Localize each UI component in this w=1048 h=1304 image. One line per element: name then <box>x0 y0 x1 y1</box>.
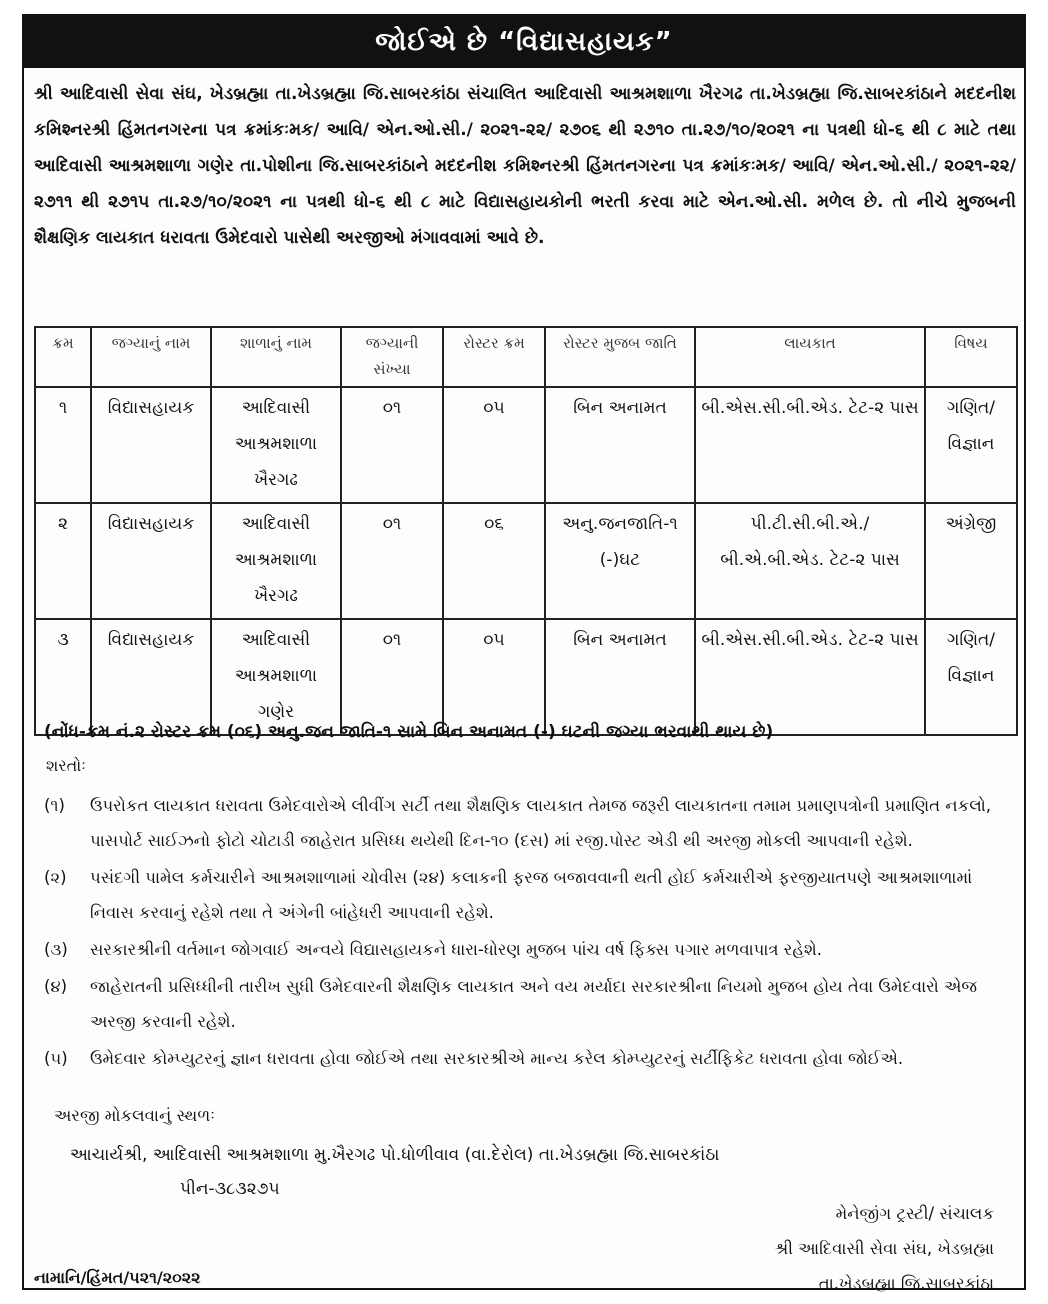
signatory-location: તા.ખેડબ્રહ્મા જિ.સાબરકાંઠા <box>818 1274 994 1293</box>
conditions-list <box>38 788 1018 1078</box>
condition-item <box>38 932 1018 967</box>
cell-count: ૦૧ <box>341 619 443 735</box>
condition-text: ઉપરોકત લાયકાત ધરાવતા ઉમેદવારોએ લીવીંગ સર્ટી તથા શૈક્ષણિક લાયકાત તેમજ જરૂરી લાયકાતના તમામ પ્રમાણપત્રોની પ્રમાણિત નકલો, પાસપોર્ટ સાઈઝનો ફોટો ચોટાડી જાહેરાત પ્રસિધ્ધ થયેથી દિન-૧૦ (દસ) માં રજી.પોસ્ટ એડી થી અરજી મોકલી આપવાની રહેશે. <box>90 796 992 850</box>
condition-text: પસંદગી પામેલ કર્મચારીને આશ્રમશાળામાં ચોવીસ (૨૪) કલાકની ફરજ બજાવવાની થતી હોઈ કર્મચારીએ ફરજીયાતપણે આશ્રમશાળામાં નિવાસ કરવાનું રહેશે તથા તે અંગેની બાંહેધરી આપવાની રહેશે. <box>90 868 973 922</box>
cell-subject: ગણિત/ વિજ્ઞાન <box>925 619 1017 735</box>
condition-number: (૧) <box>44 796 65 815</box>
cell-post: વિદ્યાસહાયક <box>91 619 211 735</box>
header-school: શાળાનું નામ <box>211 327 341 387</box>
pin-code: પીન-૩૮૩૨૭૫ <box>180 1179 280 1199</box>
cell-subject: ગણિત/ વિજ્ઞાન <box>925 387 1017 503</box>
conditions-heading: શરતોઃ <box>46 756 86 775</box>
cell-school: આદિવાસી આશ્રમશાળા ખૈરગઢ <box>211 503 341 619</box>
header-sr: ક્રમ <box>35 327 91 387</box>
cell-count: ૦૧ <box>341 503 443 619</box>
table-row <box>35 503 1017 619</box>
condition-number: (૪) <box>44 977 68 996</box>
cell-category: બિન અનામત <box>545 619 695 735</box>
intro-paragraph: શ્રી આદિવાસી સેવા સંઘ, ખેડબ્રહ્મા તા.ખેડબ્રહ્મા જિ.સાબરકાંઠા સંચાલિત આદિવાસી આશ્રમશાળા ખૈરગઢ તા.ખેડબ્રહ્મા જિ.સાબરકાંઠાને મદદનીશ કમિશ્નરશ્રી હિંમતનગરના પત્ર ક્રમાંકઃમક/ આવિ/ એન.ઓ.સી./ ૨૦૨૧-૨૨/ ૨૭૦૬ થી ૨૭૧૦ તા.૨૭/૧૦/૨૦૨૧ ના પત્રથી ધો-૬ થી ૮ માટે તથા આદિવાસી આશ્રમશાળા ગણેર તા.પોશીના જિ.સાબરકાંઠાને મદદનીશ કમિશ્નરશ્રી હિંમતનગરના પત્ર ક્રમાંકઃમક/ આવિ/ એન.ઓ.સી./ ૨૦૨૧-૨૨/ ૨૭૧૧ થી ૨૭૧૫ તા.૨૭/૧૦/૨૦૨૧ ના પત્રથી ધો-૬ થી ૮ માટે વિદ્યાસહાયકોની ભરતી કરવા માટે એન.ઓ.સી. મળેલ છે. તો નીચે મુજબની શૈક્ષણિક લાયકાત ધરાવતા ઉમેદવારો પાસેથી અરજીઓ મંગાવવામાં આવે છે. <box>34 84 1016 248</box>
ad-title: જોઈએ છે “વિદ્યાસહાયક” <box>24 16 1024 68</box>
condition-text: ઉમેદવાર કોમ્પ્યુટરનું જ્ઞાન ધરાવતા હોવા જોઈએ તથા સરકારશ્રીએ માન્ય કરેલ કોમ્પ્યુટરનું સર્ટીફિકેટ ધરાવતા હોવા જોઈએ. <box>90 1049 904 1068</box>
header-category: રોસ્ટર મુજબ જાતિ <box>545 327 695 387</box>
condition-item <box>38 860 1018 930</box>
header-count: જગ્યાની સંખ્યા <box>341 327 443 387</box>
cell-post: વિદ્યાસહાયક <box>91 503 211 619</box>
header-roster: રોસ્ટર ક્રમ <box>443 327 545 387</box>
cell-qualification: બી.એસ.સી.બી.એડ. ટેટ-૨ પાસ <box>695 619 925 735</box>
condition-number: (૩) <box>44 940 68 959</box>
header-qualification: લાયકાત <box>695 327 925 387</box>
cell-category: અનુ.જનજાતિ-૧ (-)ઘટ <box>545 503 695 619</box>
cell-school: આદિવાસી આશ્રમશાળા ખૈરગઢ <box>211 387 341 503</box>
cell-sr: ૩ <box>35 619 91 735</box>
signatory-organisation: શ્રી આદિવાસી સેવા સંઘ, ખેડબ્રહ્મા <box>774 1239 994 1258</box>
postal-address <box>70 1138 719 1206</box>
table-row <box>35 387 1017 503</box>
condition-number: (૨) <box>44 868 67 887</box>
advertisement-frame <box>22 14 1026 1293</box>
cell-sr: ૨ <box>35 503 91 619</box>
cell-roster: ૦૫ <box>443 619 545 735</box>
cell-subject: અંગ્રેજી <box>925 503 1017 619</box>
cell-count: ૦૧ <box>341 387 443 503</box>
cell-school: આદિવાસી આશ્રમશાળા ગણેર <box>211 619 341 735</box>
cell-post: વિદ્યાસહાયક <box>91 387 211 503</box>
condition-item <box>38 969 1018 1039</box>
condition-text: સરકારશ્રીની વર્તમાન જોગવાઈ અન્વયે વિદ્યાસહાયકને ધારા-ધોરણ મુજબ પાંચ વર્ષ ફિક્સ પગાર મળવાપાત્ર રહેશે. <box>90 940 823 959</box>
table-header-row <box>35 327 1017 387</box>
header-post: જગ્યાનું નામ <box>91 327 211 387</box>
cell-qualification: પી.ટી.સી.બી.એ./ બી.એ.બી.એડ. ટેટ-૨ પાસ <box>695 503 925 619</box>
signature-block <box>775 1196 994 1301</box>
condition-text: જાહેરાતની પ્રસિધ્ધીની તારીખ સુધી ઉમેદવારની શૈક્ષણિક લાયકાત અને વય મર્યાદા સરકારશ્રીના નિયમો મુજબ હોય તેવા ઉમેદવારો એજ અરજી કરવાની રહેશે. <box>90 977 978 1031</box>
cell-qualification: બી.એસ.સી.બી.એડ. ટેટ-૨ પાસ <box>695 387 925 503</box>
table-note: (નોંધ-ક્રમ નં.૨ રોસ્ટર ક્રમ (૦૬) અનુ.જન જાતિ-૧ સામે બિન અનામત (-) ઘટની જગ્યા ભરવાથી થાય છે) <box>44 722 774 742</box>
cell-category: બિન અનામત <box>545 387 695 503</box>
address-line: આચાર્યશ્રી, આદિવાસી આશ્રમશાળા મુ.ખૈરગઢ પો.ધોળીવાવ (વા.દેરોલ) તા.ખેડબ્રહ્મા જિ.સાબરકાંઠા <box>70 1145 720 1165</box>
send-address-label: અરજી મોકલવાનું સ્થળઃ <box>54 1106 215 1125</box>
signatory-title: મેનેજીંગ ટ્રસ્ટી/ સંચાલક <box>835 1204 994 1223</box>
condition-number: (૫) <box>44 1049 68 1068</box>
cell-roster: ૦૬ <box>443 503 545 619</box>
header-subject: વિષય <box>925 327 1017 387</box>
reference-number: નામાનિ/હિંમત/૫૨૧/૨૦૨૨ <box>34 1268 201 1287</box>
condition-item <box>38 1041 1018 1076</box>
condition-item <box>38 788 1018 858</box>
vacancy-table <box>34 326 1018 736</box>
cell-roster: ૦૫ <box>443 387 545 503</box>
cell-sr: ૧ <box>35 387 91 503</box>
table-row <box>35 619 1017 735</box>
